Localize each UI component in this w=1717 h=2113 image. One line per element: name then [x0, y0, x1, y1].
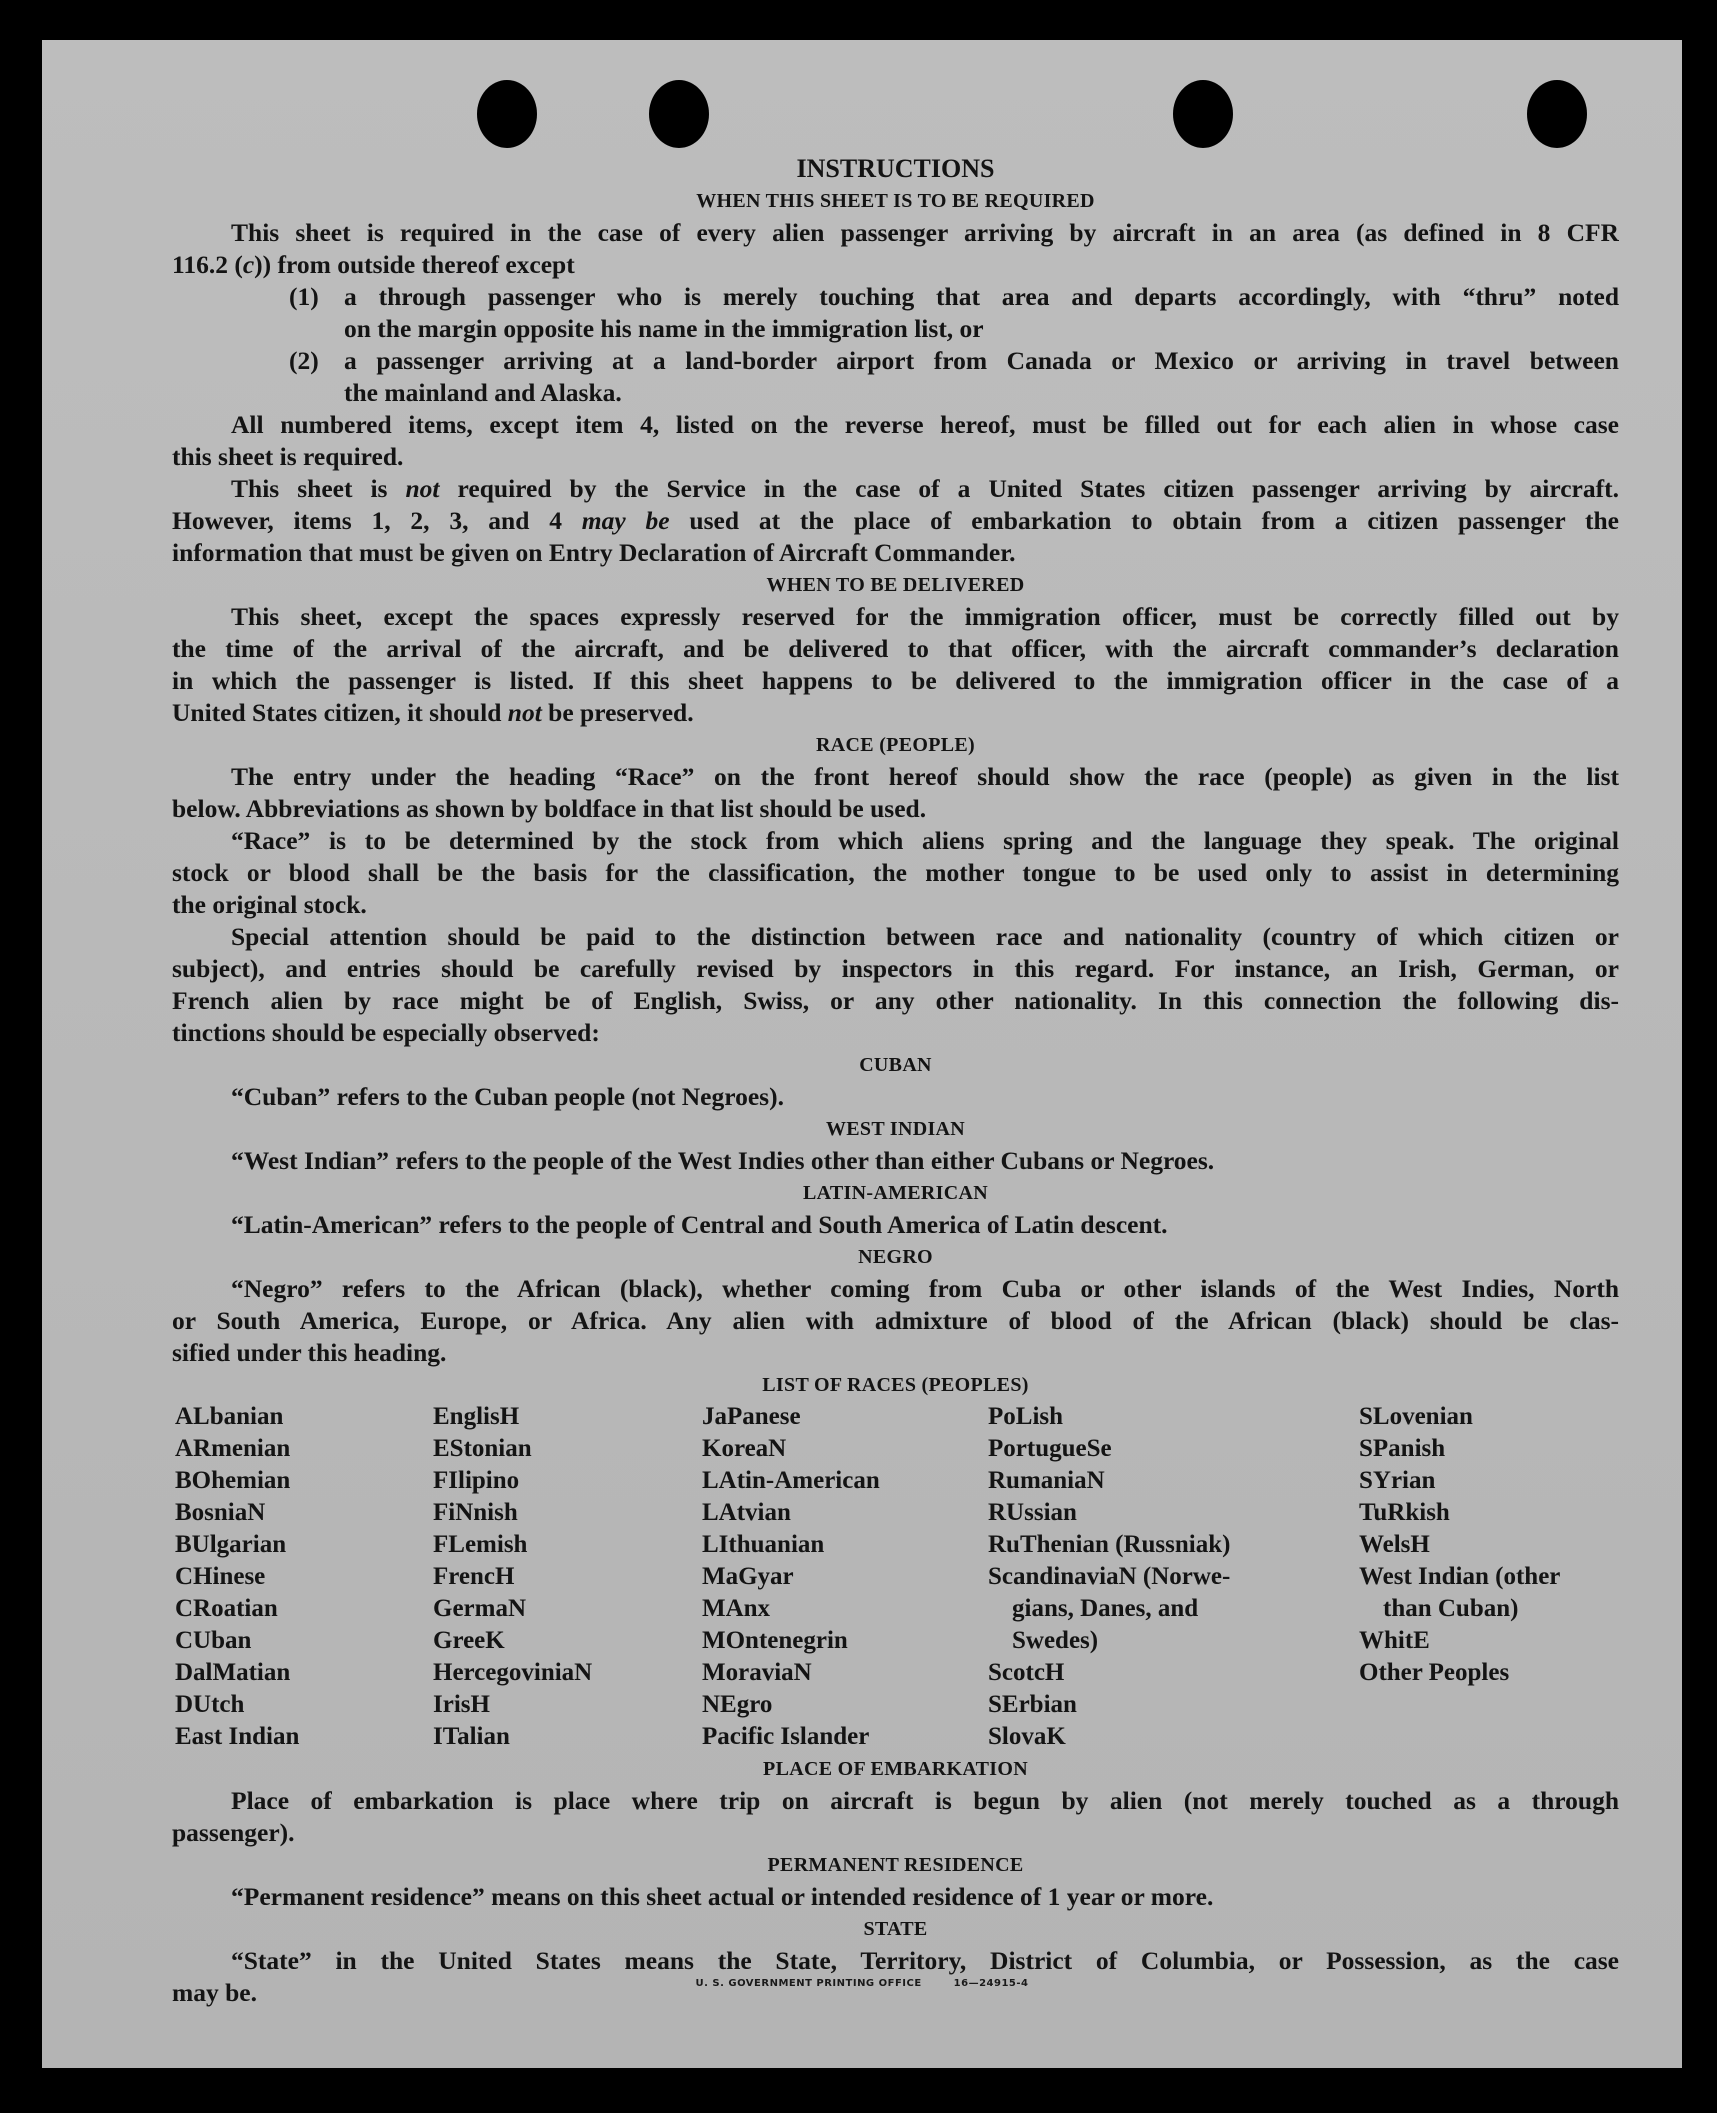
- paragraph: [172, 1945, 1619, 2009]
- text-line: [172, 1881, 1619, 1913]
- text-line: [172, 441, 1619, 473]
- text-line: [172, 761, 1619, 793]
- section-heading: PLACE OF EMBARKATION: [763, 1758, 1028, 1780]
- line-text: sified under this heading.: [172, 1338, 447, 1367]
- race-entry: WelsH: [1359, 1531, 1430, 1558]
- text-line: [172, 473, 1619, 505]
- race-entry: ITalian: [433, 1723, 510, 1750]
- text-line: [172, 1785, 1619, 1817]
- item-number: (2): [289, 346, 319, 375]
- text-line: [172, 345, 1619, 377]
- race-entry: EnglisH: [433, 1403, 520, 1430]
- line-text: may be.: [172, 1978, 257, 2007]
- italic-text: not: [507, 698, 542, 727]
- paragraph: [172, 473, 1619, 569]
- printing-office-footer: [42, 1978, 1682, 1989]
- punch-hole: [477, 80, 537, 148]
- race-entry: TuRkish: [1359, 1499, 1450, 1526]
- section-heading: LIST OF RACES (PEOPLES): [762, 1374, 1029, 1396]
- section-heading: STATE: [863, 1918, 928, 1940]
- line-text: “Permanent residence” means on this sheet actual or intended residence of 1 year or more.: [231, 1882, 1214, 1911]
- section-heading: INSTRUCTIONS: [796, 154, 995, 183]
- race-entry: LAtvian: [702, 1499, 791, 1526]
- race-entry: BUlgarian: [175, 1531, 287, 1558]
- text-line: [172, 281, 1619, 313]
- text-line: [172, 313, 1619, 345]
- line-text: passenger).: [172, 1818, 295, 1847]
- text-line: [172, 505, 1619, 537]
- race-entry: SlovaK: [988, 1723, 1066, 1750]
- race-entry: DUtch: [175, 1691, 245, 1718]
- race-entry: HercegoviniaN: [433, 1659, 593, 1686]
- text-line: [172, 889, 1619, 921]
- item-number: (1): [289, 282, 319, 311]
- race-entry: gians, Danes, and: [1012, 1595, 1199, 1622]
- race-entry: PortugueSe: [988, 1435, 1112, 1462]
- line-text: the time of the arrival of the aircraft, and be delivered to that officer, with the aircraft commander’s declaration: [172, 634, 1619, 663]
- text-line: [172, 665, 1619, 697]
- section-heading: WEST INDIAN: [825, 1118, 966, 1140]
- text-line: [172, 1337, 1619, 1369]
- paragraph: [172, 761, 1619, 825]
- text-line: [172, 1305, 1619, 1337]
- races-column: [988, 1401, 1230, 1753]
- text-line: [172, 1817, 1619, 1849]
- text-line: [172, 953, 1619, 985]
- italic-text: c: [242, 250, 255, 279]
- race-entry: WhitE: [1359, 1627, 1430, 1654]
- line-text: French alien by race might be of English, Swiss, or any other nationality. In this connection the following dis-: [172, 986, 1619, 1015]
- text-line: [172, 377, 1619, 409]
- text-line: [172, 985, 1619, 1017]
- line-text: “West Indian” refers to the people of the West Indies other than either Cubans or Negroes.: [231, 1146, 1215, 1175]
- race-entry: CUban: [175, 1627, 252, 1654]
- race-entry: MAnx: [702, 1595, 771, 1622]
- line-text: information that must be given on Entry Declaration of Aircraft Commander.: [172, 538, 1016, 567]
- italic-text: may be: [581, 506, 670, 535]
- line-text: “Cuban” refers to the Cuban people (not Negroes).: [231, 1082, 784, 1111]
- race-entry: GermaN: [433, 1595, 527, 1622]
- line-text: However, items 1, 2, 3, and 4 may be used at the place of embarkation to obtain from a citizen passenger the: [172, 506, 1619, 535]
- text-line: [172, 1209, 1619, 1241]
- race-entry: Other Peoples: [1359, 1659, 1510, 1686]
- section-heading: LATIN-AMERICAN: [803, 1182, 988, 1204]
- race-entry: NEgro: [702, 1691, 773, 1718]
- race-entry: East Indian: [175, 1723, 300, 1750]
- race-entry: CHinese: [175, 1563, 266, 1590]
- text-line: [172, 633, 1619, 665]
- race-entry: MaGyar: [702, 1563, 794, 1590]
- paragraph: [172, 1881, 1619, 1913]
- race-entry: EStonian: [433, 1435, 532, 1462]
- line-text: stock or blood shall be the basis for the classification, the mother tongue to be used only to assist in determining: [172, 858, 1619, 887]
- text-line: [172, 1081, 1619, 1113]
- races-list: [172, 1401, 1619, 1753]
- race-entry: than Cuban): [1383, 1595, 1519, 1622]
- race-entry: IrisH: [433, 1691, 490, 1718]
- text-line: [172, 857, 1619, 889]
- race-entry: ALbanian: [175, 1403, 284, 1430]
- line-text: The entry under the heading “Race” on the front hereof should show the race (people) as given in the list: [231, 762, 1619, 791]
- section-heading: NEGRO: [858, 1246, 933, 1268]
- race-entry: FLemish: [433, 1531, 528, 1558]
- race-entry: ARmenian: [175, 1435, 291, 1462]
- line-text: This sheet, except the spaces expressly reserved for the immigration officer, must be correctly filled out by: [231, 602, 1619, 631]
- line-text: This sheet is not required by the Service in the case of a United States citizen passenger arriving by aircraft.: [231, 474, 1619, 503]
- document-page: [42, 40, 1682, 2068]
- text-line: [172, 249, 1619, 281]
- text-line: [172, 1945, 1619, 1977]
- race-entry: RUssian: [988, 1499, 1077, 1526]
- race-entry: MoraviaN: [702, 1659, 812, 1686]
- race-entry: FIlipino: [433, 1467, 520, 1494]
- text-line: [172, 697, 1619, 729]
- line-text: the mainland and Alaska.: [344, 378, 622, 407]
- line-text: this sheet is required.: [172, 442, 404, 471]
- line-text: a passenger arriving at a land-border airport from Canada or Mexico or arriving in travel between: [344, 346, 1619, 375]
- line-text: United States citizen, it should not be preserved.: [172, 698, 694, 727]
- race-entry: CRoatian: [175, 1595, 278, 1622]
- race-entry: FiNnish: [433, 1499, 518, 1526]
- line-text: All numbered items, except item 4, listed on the reverse hereof, must be filled out for each alien in whose case: [231, 410, 1619, 439]
- text-line: [172, 1017, 1619, 1049]
- instructions-body: [172, 153, 1619, 2009]
- line-text: the original stock.: [172, 890, 367, 919]
- race-entry: JaPanese: [702, 1403, 801, 1430]
- numbered-item: [172, 281, 1619, 345]
- section-heading: WHEN THIS SHEET IS TO BE REQUIRED: [696, 190, 1095, 212]
- punch-hole: [1173, 80, 1233, 148]
- race-entry: GreeK: [433, 1627, 505, 1654]
- line-text: in which the passenger is listed. If this sheet happens to be delivered to the immigration officer in the case of a: [172, 666, 1619, 695]
- race-entry: SErbian: [988, 1691, 1077, 1718]
- race-entry: LAtin-American: [702, 1467, 880, 1494]
- line-text: tinctions should be especially observed:: [172, 1018, 600, 1047]
- race-entry: RumaniaN: [988, 1467, 1105, 1494]
- section-heading: PERMANENT RESIDENCE: [767, 1854, 1024, 1876]
- paragraph: [172, 1785, 1619, 1849]
- race-entry: FrencH: [433, 1563, 515, 1590]
- line-text: This sheet is required in the case of every alien passenger arriving by aircraft in an area (as defined in 8 CFR: [231, 218, 1619, 247]
- race-entry: PoLish: [988, 1403, 1064, 1430]
- text-line: [172, 601, 1619, 633]
- line-text: on the margin opposite his name in the immigration list, or: [344, 314, 984, 343]
- race-entry: SYrian: [1359, 1467, 1436, 1494]
- text-line: [172, 217, 1619, 249]
- race-entry: ScandinaviaN (Norwe-: [988, 1563, 1231, 1590]
- race-entry: KoreaN: [702, 1435, 787, 1462]
- section-heading: CUBAN: [859, 1054, 932, 1076]
- race-entry: DalMatian: [175, 1659, 291, 1686]
- line-text: “Negro” refers to the African (black), whether coming from Cuba or other islands of the West Indies, North: [231, 1274, 1619, 1303]
- race-entry: ScotcH: [988, 1659, 1065, 1686]
- line-text: “Race” is to be determined by the stock from which aliens spring and the language they speak. The original: [231, 826, 1619, 855]
- races-column: [175, 1401, 299, 1753]
- line-text: a through passenger who is merely touching that area and departs accordingly, with “thru” noted: [344, 282, 1619, 311]
- paragraph: [172, 1273, 1619, 1369]
- text-line: [172, 921, 1619, 953]
- race-entry: LIthuanian: [702, 1531, 825, 1558]
- line-text: subject), and entries should be carefully revised by inspectors in this regard. For instance, an Irish, German, or: [172, 954, 1619, 983]
- numbered-item: [172, 345, 1619, 409]
- text-line: [172, 1145, 1619, 1177]
- paragraph: [172, 217, 1619, 281]
- race-entry: West Indian (other: [1359, 1563, 1561, 1590]
- race-entry: Swedes): [1012, 1627, 1099, 1654]
- paragraph: [172, 409, 1619, 473]
- paragraph: [172, 921, 1619, 1049]
- paragraph: [172, 601, 1619, 729]
- line-text: Place of embarkation is place where trip on aircraft is begun by alien (not merely touched as a through: [231, 1786, 1619, 1815]
- race-entry: BosniaN: [175, 1499, 266, 1526]
- text-line: [172, 409, 1619, 441]
- text-line: [172, 537, 1619, 569]
- line-text: below. Abbreviations as shown by boldface in that list should be used.: [172, 794, 927, 823]
- paragraph: [172, 1209, 1619, 1241]
- section-heading: WHEN TO BE DELIVERED: [766, 574, 1025, 596]
- race-entry: RuThenian (Russniak): [988, 1531, 1231, 1558]
- races-column: [702, 1401, 880, 1753]
- line-text: Special attention should be paid to the distinction between race and nationality (country of which citizen or: [231, 922, 1619, 951]
- line-text: “Latin-American” refers to the people of Central and South America of Latin descent.: [231, 1210, 1168, 1239]
- race-entry: SPanish: [1359, 1435, 1446, 1462]
- race-entry: Pacific Islander: [702, 1723, 870, 1750]
- paragraph: [172, 1081, 1619, 1113]
- races-column: [433, 1401, 592, 1753]
- line-text: 116.2 (c)) from outside thereof except: [172, 250, 575, 279]
- races-column: [1359, 1401, 1560, 1689]
- race-entry: BOhemian: [175, 1467, 291, 1494]
- section-heading: RACE (PEOPLE): [816, 734, 975, 756]
- text-line: [172, 1273, 1619, 1305]
- text-line: [172, 825, 1619, 857]
- race-entry: SLovenian: [1359, 1403, 1473, 1430]
- line-text: or South America, Europe, or Africa. Any alien with admixture of blood of the African (black) should be clas-: [172, 1306, 1619, 1335]
- punch-hole: [1527, 80, 1587, 148]
- punch-hole: [649, 80, 709, 148]
- paragraph: [172, 825, 1619, 921]
- text-line: [172, 793, 1619, 825]
- paragraph: [172, 1145, 1619, 1177]
- form-code: 16—24915-4: [953, 1978, 1029, 1989]
- printer-name: U. S. GOVERNMENT PRINTING OFFICE: [695, 1978, 922, 1989]
- race-entry: MOntenegrin: [702, 1627, 848, 1654]
- italic-text: not: [405, 474, 440, 503]
- line-text: “State” in the United States means the State, Territory, District of Columbia, or Possession, as the case: [231, 1946, 1619, 1975]
